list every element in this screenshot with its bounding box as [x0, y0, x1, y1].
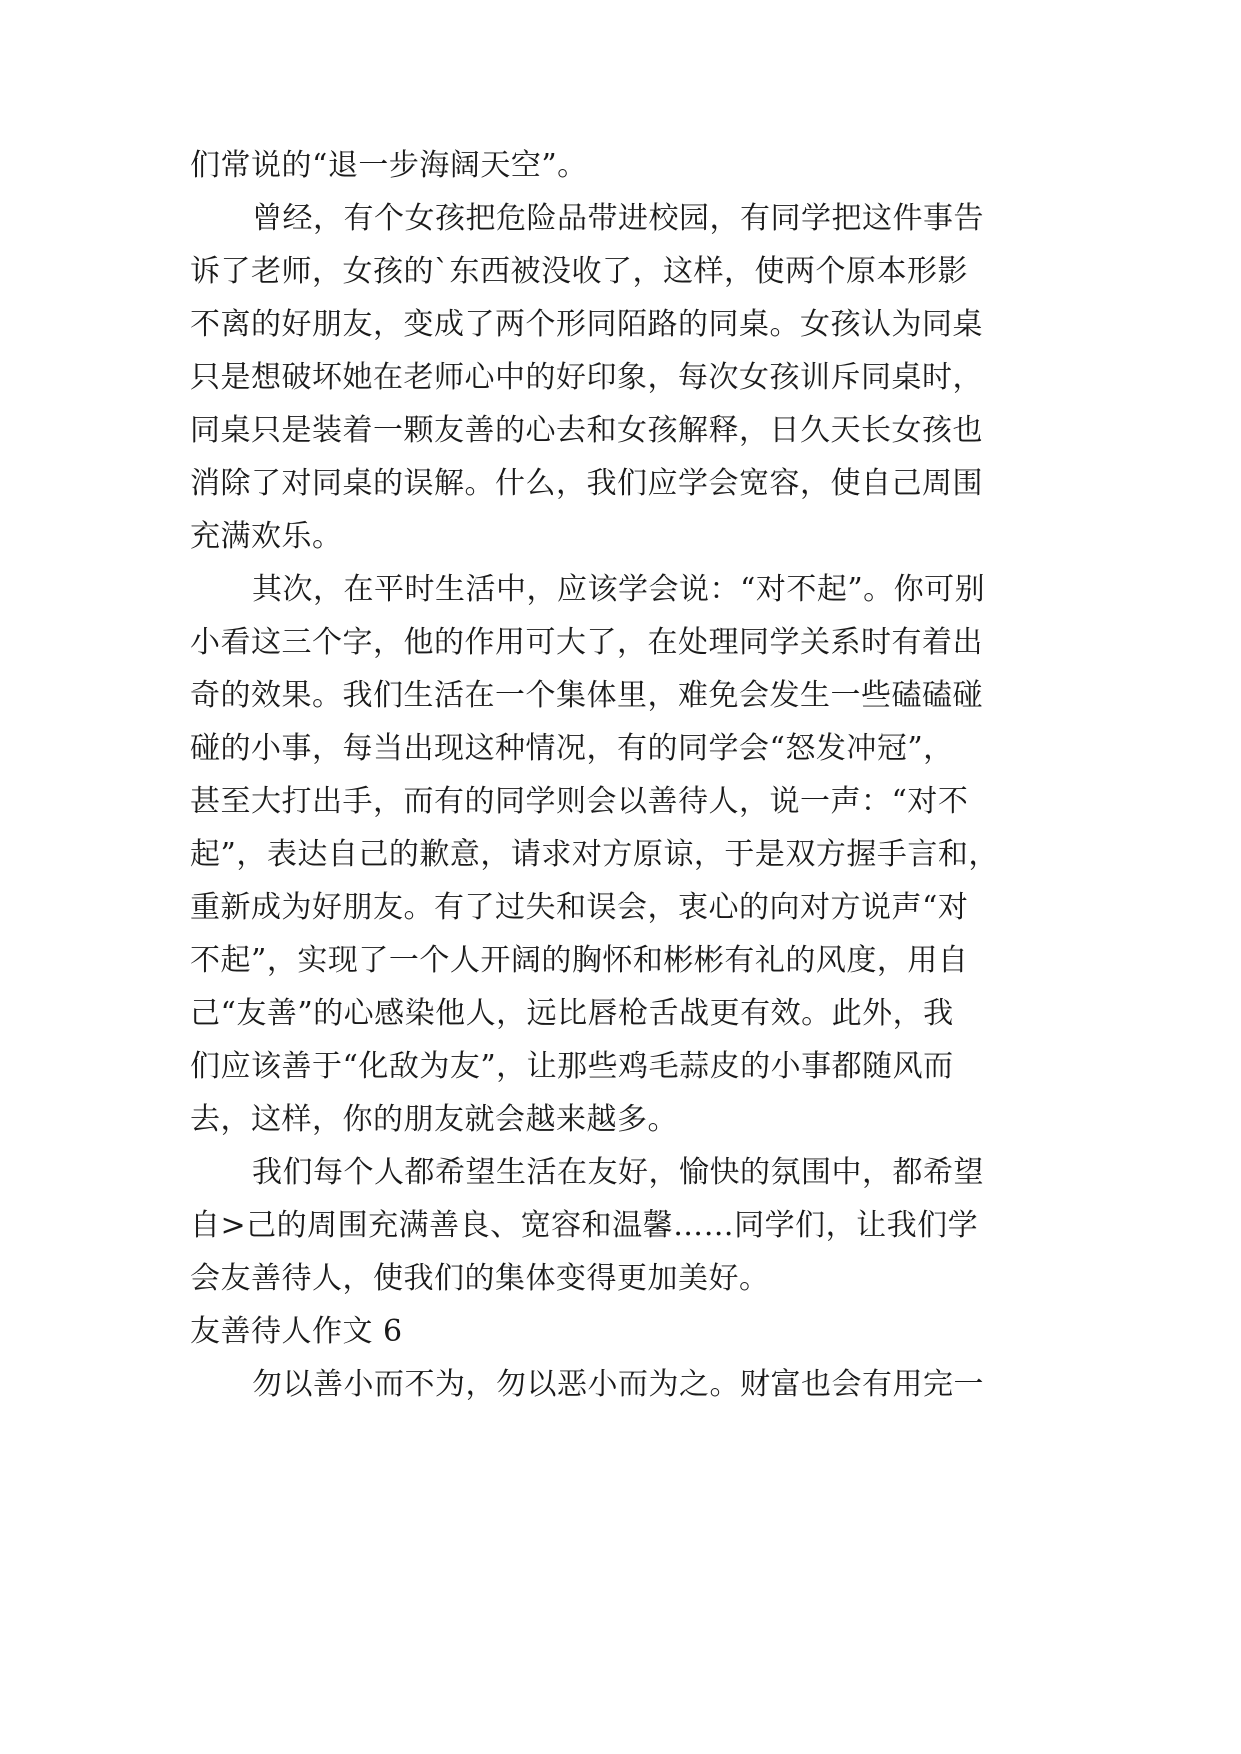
section-heading: 友善待人作文 6: [190, 1314, 403, 1349]
text-line: 诉了老师，女孩的`东西被没收了，这样，使两个原本形影: [190, 254, 968, 289]
text-line: 己“友善”的心感染他人，远比唇枪舌战更有效。此外，我: [190, 996, 954, 1031]
text-line: 同桌只是装着一颗友善的心去和女孩解释，日久天长女孩也: [190, 413, 983, 448]
text-line: 不起”，实现了一个人开阔的胸怀和彬彬有礼的风度，用自: [190, 943, 969, 978]
text-line: 起”，表达自己的歉意，请求对方原谅，于是双方握手言和，: [190, 837, 999, 872]
text-line: 消除了对同桌的误解。什么，我们应学会宽容，使自己周围: [190, 466, 983, 501]
text-line: 们常说的“退一步海阔天空”。: [190, 148, 588, 183]
text-line: 充满欢乐。: [190, 519, 343, 554]
text-line: 奇的效果。我们生活在一个集体里，难免会发生一些磕磕碰: [190, 678, 983, 713]
paragraph-start-line: 勿以善小而不为，勿以恶小而为之。财富也会有用完一: [252, 1367, 984, 1402]
paragraph-start-line: 曾经，有个女孩把危险品带进校园，有同学把这件事告: [252, 201, 984, 236]
text-line: 重新成为好朋友。有了过失和误会，衷心的向对方说声“对: [190, 890, 969, 925]
paragraph-start-line: 我们每个人都希望生活在友好，愉快的氛围中，都希望: [252, 1155, 984, 1190]
text-line: 碰的小事，每当出现这种情况，有的同学会“怒发冲冠”，: [190, 731, 954, 766]
text-line: 们应该善于“化敌为友”，让那些鸡毛蒜皮的小事都随风而: [190, 1049, 954, 1084]
text-line: 不离的好朋友，变成了两个形同陌路的同桌。女孩认为同桌: [190, 307, 983, 342]
text-line: 会友善待人，使我们的集体变得更加美好。: [190, 1261, 770, 1296]
text-line: 只是想破坏她在老师心中的好印象，每次女孩训斥同桌时，: [190, 360, 983, 395]
text-line: 甚至大打出手，而有的同学则会以善待人，说一声：“对不: [190, 784, 969, 819]
text-line: 自>己的周围充满善良、宽容和温馨……同学们，让我们学: [190, 1208, 979, 1243]
text-line: 小看这三个字，他的作用可大了，在处理同学关系时有着出: [190, 625, 983, 660]
text-line: 去，这样，你的朋友就会越来越多。: [190, 1102, 678, 1137]
paragraph-start-line: 其次，在平时生活中，应该学会说：“对不起”。你可别: [252, 572, 986, 607]
